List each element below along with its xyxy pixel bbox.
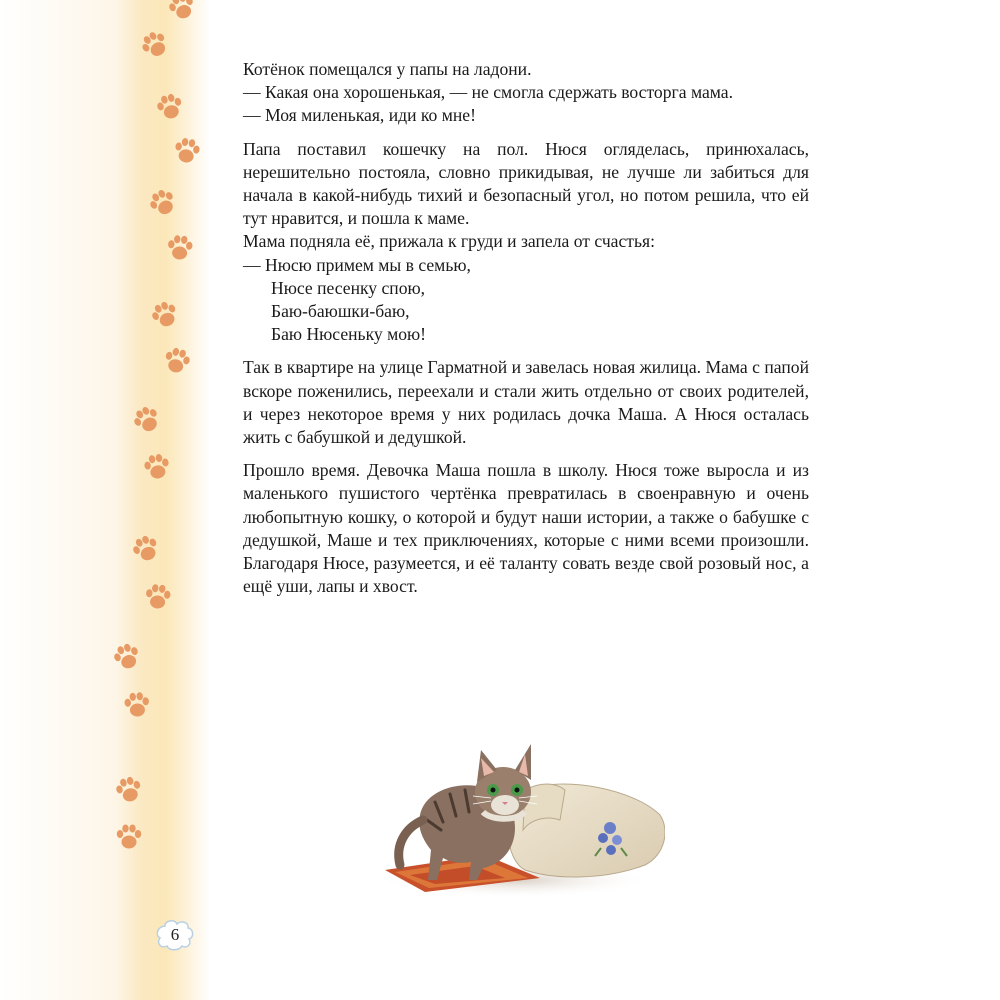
dialogue-line: — Моя миленькая, иди ко мне!: [243, 105, 476, 126]
paw-print-icon: [140, 450, 175, 485]
paragraph-2: Папа поставил кошечку на пол. Нюся огляделась, принюхалась, нерешительно постояла, словно прикидывая, не лучше ли забиться для начала в какой-нибудь тихий и безопасный угол, но потом решила, что ей тут нравится, и пошла к маме.: [243, 138, 809, 229]
paragraph-1: [243, 58, 809, 128]
song-line: Баю-баюшки-баю,: [271, 301, 410, 322]
paragraph-5: Прошло время. Девочка Маша пошла в школу. Нюся тоже выросла и из маленького пушистого чертёнка превратилась в своенравную и очень любопытную кошку, о которой и будут наши истории, а также о бабушке с дедушкой, Маше и тех приключениях, которые с ними всеми произошли. Благодаря Нюсе, разумеется, и её таланту совать везде свой розовый нос, а ещё уши, лапы и хвост.: [243, 460, 809, 597]
paragraph-3: [243, 230, 809, 346]
dialogue-line: — Какая она хорошенькая, — не смогла сдержать восторга мама.: [243, 82, 733, 103]
story-text: [243, 58, 809, 598]
paragraph-4: Так в квартире на улице Гарматной и завелась новая жилица. Мама с папой вскоре поженились, переехали и стали жить отдельно от своих родителей, и через некоторое время у них родилась дочка Маша. А Нюся осталась жить с бабушкой и дедушкой.: [243, 357, 809, 448]
text-line: Мама подняла её, прижала к груди и запела от счастья:: [243, 231, 655, 252]
text-line: Котёнок помещался у папы на ладони.: [243, 59, 532, 79]
page-number: 6: [170, 925, 180, 944]
paw-print-icon: [170, 134, 205, 169]
page-number-badge: [155, 918, 195, 952]
song-line: Баю Нюсеньку мою!: [271, 324, 427, 345]
song-line: — Нюсю примем мы в семью,: [243, 254, 471, 275]
paw-print-icon: [142, 581, 175, 614]
song-line: Нюсе песенку спою,: [271, 277, 426, 298]
paw-print-icon: [164, 232, 197, 265]
paw-print-icon: [114, 822, 144, 852]
kitten-with-mitten-illustration: [365, 720, 665, 900]
paw-print-icon: [121, 689, 154, 722]
